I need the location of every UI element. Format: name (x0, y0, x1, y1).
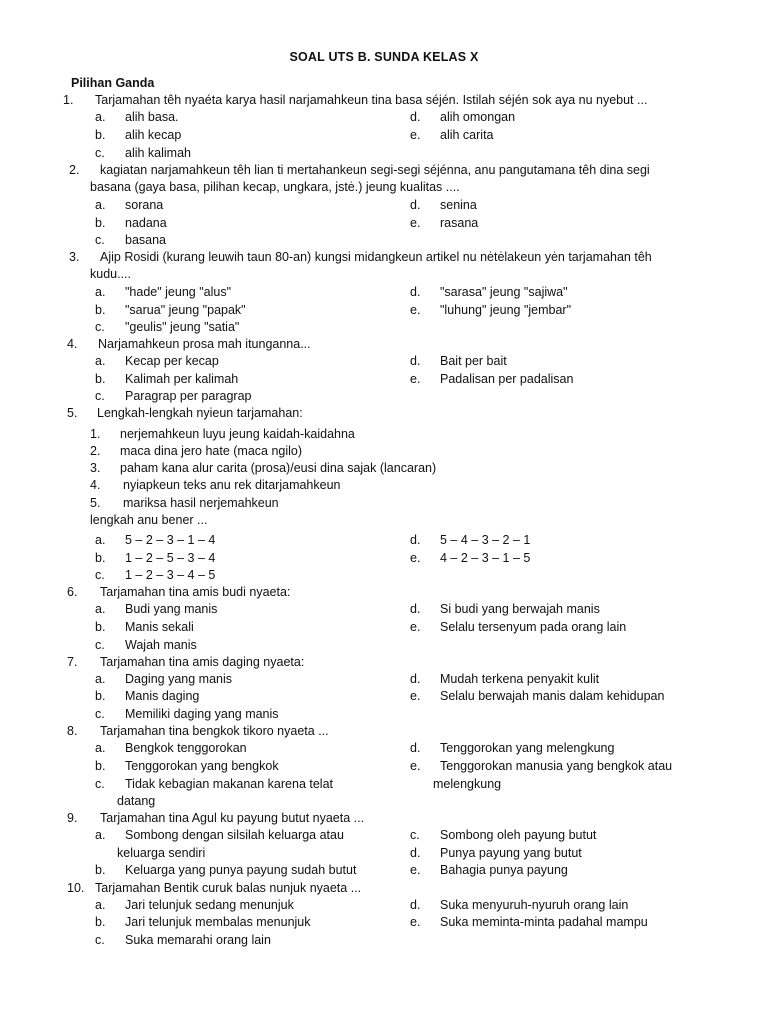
option-e: e. alih carita (410, 128, 494, 142)
option-a-cont: keluarga sendiri (117, 846, 206, 860)
option-c: c. Paragrap per paragrap (95, 389, 252, 403)
option-a: a. Budi yang manis (95, 602, 218, 616)
question-text: Tarjamahan tina Agul ku payung butut nyaeta ... (100, 811, 365, 825)
option-e: e. rasana (410, 216, 479, 230)
option-a: a. alih basa. (95, 110, 179, 124)
question-text: Tarjamahan tina amis daging nyaeta: (100, 655, 305, 669)
question-number: 8. (67, 724, 78, 738)
option-e: e. Suka meminta-minta padahal mampu (410, 915, 648, 929)
option-c: c. Memiliki daging yang manis (95, 707, 279, 721)
option-e: e. Tenggorokan manusia yang bengkok atau (410, 759, 673, 773)
option-a: a. Jari telunjuk sedang menunjuk (95, 898, 294, 912)
option-d: d. Bait per bait (410, 354, 507, 368)
step-item: 2. maca dina jero hate (maca ngilo) (90, 444, 303, 458)
option-b: b. nadana (95, 216, 167, 230)
question-number: 3. (69, 250, 80, 264)
option-e: e. Selalu berwajah manis dalam kehidupan (410, 689, 665, 703)
option-d: d. Si budi yang berwajah manis (410, 602, 600, 616)
option-c: c. alih kalimah (95, 146, 192, 160)
option-e: e. Bahagia punya payung (410, 863, 568, 877)
option-e: e. Selalu tersenyum pada orang lain (410, 620, 627, 634)
option-e-cont: melengkung (433, 777, 502, 791)
question-number: 4. (67, 337, 78, 351)
option-c: c. Suka memarahi orang lain (95, 933, 271, 947)
option-a: a. sorana (95, 198, 164, 212)
question-number: 10. (67, 881, 85, 895)
option-d: d. "sarasa" jeung "sajiwa" (410, 285, 568, 299)
option-c: c. basana (95, 233, 167, 247)
question-number: 6. (67, 585, 78, 599)
section-heading: Pilihan Ganda (71, 76, 155, 90)
step-item: 5. mariksa hasil nerjemahkeun (90, 496, 279, 510)
question-number: 1. (63, 93, 74, 107)
step-item: 3. paham kana alur carita (prosa)/eusi dina sajak (lancaran) (90, 461, 437, 475)
question-text: Tarjamahan tina amis budi nyaeta: (100, 585, 291, 599)
option-c-cont: datang (117, 794, 156, 808)
question-tail: lengkah anu bener ... (90, 513, 208, 527)
option-a: a. Sombong dengan silsilah keluarga atau (95, 828, 344, 842)
option-e: e. Padalisan per padalisan (410, 372, 574, 386)
question-text: Ajip Rosidi (kurang leuwih taun 80-an) kungsi midangkeun artikel nu nėtėlakeun yėn tarjamahan têh (100, 250, 652, 264)
option-d: d. Punya payung yang butut (410, 846, 582, 860)
option-b: b. Kalimah per kalimah (95, 372, 239, 386)
option-d: d. Suka menyuruh-nyuruh orang lain (410, 898, 629, 912)
option-a: a. Kecap per kecap (95, 354, 219, 368)
question-number: 2. (69, 163, 80, 177)
option-b: b. 1 – 2 – 5 – 3 – 4 (95, 551, 216, 565)
step-item: 4. nyiapkeun teks anu rek ditarjamahkeun (90, 478, 341, 492)
option-d: d. Tenggorokan yang melengkung (410, 741, 615, 755)
option-c: c. Sombong oleh payung butut (410, 828, 597, 842)
question-text: Tarjamahan Bentik curuk balas nunjuk nyaeta ... (95, 881, 362, 895)
option-c: c. 1 – 2 – 3 – 4 – 5 (95, 568, 216, 582)
option-d: d. alih omongan (410, 110, 516, 124)
document-title: SOAL UTS B. SUNDA KELAS X (289, 50, 479, 64)
question-number: 5. (67, 406, 78, 420)
option-e: e. 4 – 2 – 3 – 1 – 5 (410, 551, 531, 565)
option-a: a. "hade" jeung "alus" (95, 285, 232, 299)
option-a: a. Daging yang manis (95, 672, 233, 686)
question-text: kagiatan narjamahkeun têh lian ti mertahankeun segi-segi séjénna, anu pangutamana têh dina segi (100, 163, 650, 177)
question-text: Tarjamahan tina bengkok tikoro nyaeta ... (100, 724, 329, 738)
question-text: Tarjamahan têh nyaéta karya hasil narjamahkeun tina basa séjén. Istilah séjén sok aya nu nyebut ... (95, 93, 648, 107)
question-text: Narjamahkeun prosa mah itunganna... (98, 337, 311, 351)
question-text-cont: basana (gaya basa, pilihan kecap, ungkara, jstė.) jeung kualitas .... (90, 180, 460, 194)
option-d: d. 5 – 4 – 3 – 2 – 1 (410, 533, 531, 547)
option-b: b. alih kecap (95, 128, 182, 142)
question-number: 7. (67, 655, 78, 669)
question-text-cont: kudu.... (90, 267, 131, 281)
option-d: d. senina (410, 198, 477, 212)
option-b: b. Jari telunjuk membalas menunjuk (95, 915, 311, 929)
option-b: b. Manis daging (95, 689, 200, 703)
option-a: a. 5 – 2 – 3 – 1 – 4 (95, 533, 216, 547)
option-a: a. Bengkok tenggorokan (95, 741, 247, 755)
step-item: 1. nerjemahkeun luyu jeung kaidah-kaidahna (90, 427, 355, 441)
option-b: b. Tenggorokan yang bengkok (95, 759, 279, 773)
option-c: c. "geulis" jeung "satia" (95, 320, 240, 334)
option-c: c. Tidak kebagian makanan karena telat (95, 777, 334, 791)
option-c: c. Wajah manis (95, 638, 197, 652)
option-d: d. Mudah terkena penyakit kulit (410, 672, 600, 686)
option-e: e. "luhung" jeung "jembar" (410, 303, 572, 317)
question-number: 9. (67, 811, 78, 825)
question-text: Lengkah-lengkah nyieun tarjamahan: (97, 406, 303, 420)
option-b: b. Manis sekali (95, 620, 194, 634)
option-b: b. Keluarga yang punya payung sudah butut (95, 863, 357, 877)
option-b: b. "sarua" jeung "papak" (95, 303, 246, 317)
